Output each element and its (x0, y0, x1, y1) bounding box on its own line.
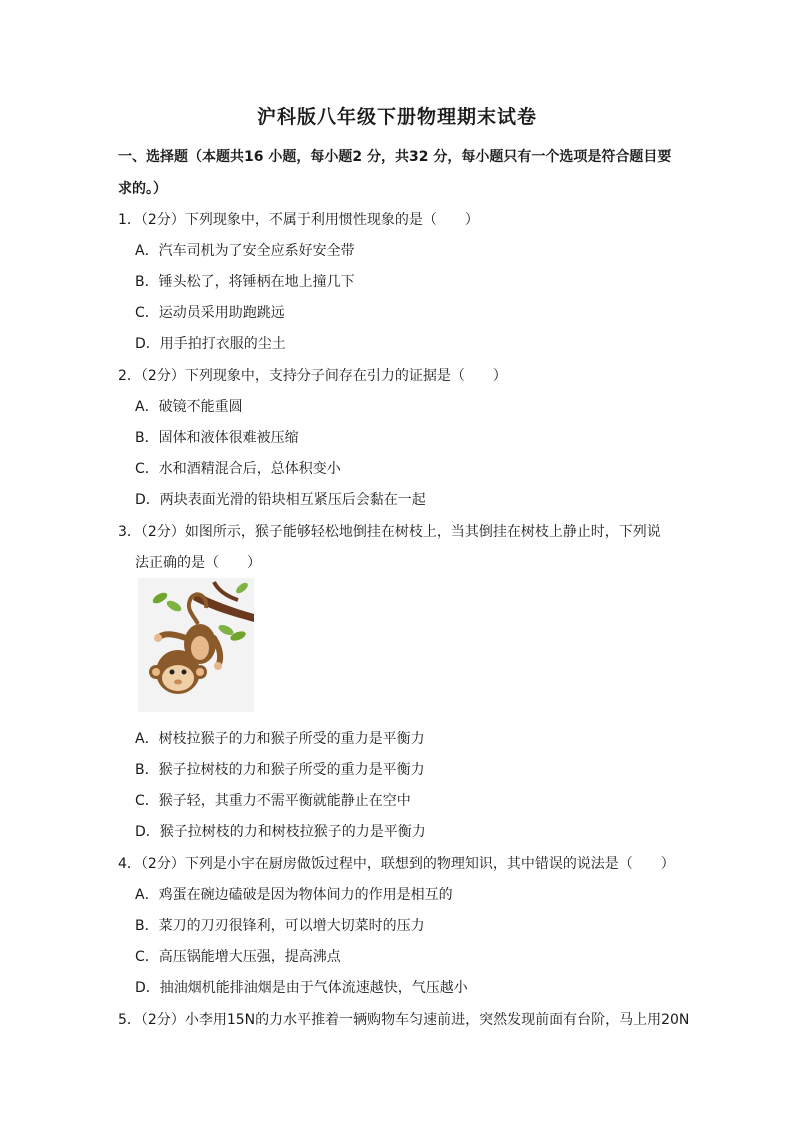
question-4-option-c: C．高压锅能增大压强，提高沸点 (135, 949, 341, 965)
question-2-option-d: D．两块表面光滑的铅块相互紧压后会黏在一起 (135, 492, 426, 508)
page-title: 沪科版八年级下册物理期末试卷 (256, 106, 537, 128)
question-2-option-c: C．水和酒精混合后，总体积变小 (135, 461, 341, 477)
question-1-option-c: C．运动员采用助跑跳远 (135, 305, 285, 321)
question-3-option-b: B．猴子拉树枝的力和猴子所受的重力是平衡力 (135, 762, 425, 778)
section-heading-line2: 求的。） (118, 181, 167, 197)
question-4-option-b: B．菜刀的刀刃很锋利，可以增大切菜时的压力 (135, 918, 425, 934)
monkey-hanging-on-branch-icon (138, 578, 254, 712)
question-1-option-b: B．锤头松了，将锤柄在地上撞几下 (135, 274, 355, 290)
section-heading-line1: 一、选择题（本题共16 小题，每小题2 分，共32 分，每小题只有一个选项是符合题目要 (118, 149, 672, 165)
question-3-stem-continued: 法正确的是（ ） (135, 555, 261, 571)
question-4-stem: 4．（2分）下列是小宇在厨房做饭过程中，联想到的物理知识，其中错误的说法是（ ） (118, 856, 675, 872)
question-3-option-a: A．树枝拉猴子的力和猴子所受的重力是平衡力 (135, 731, 425, 747)
question-1-stem: 1．（2分）下列现象中，不属于利用惯性现象的是（ ） (118, 212, 479, 228)
question-4-option-d: D．抽油烟机能排油烟是由于气体流速越快，气压越小 (135, 980, 468, 996)
question-3-option-c: C．猴子轻，其重力不需平衡就能静止在空中 (135, 793, 411, 809)
question-1-option-d: D．用手拍打衣服的尘土 (135, 336, 286, 352)
question-3-option-d: D．猴子拉树枝的力和树枝拉猴子的力是平衡力 (135, 824, 426, 840)
question-2-option-a: A．破镜不能重圆 (135, 399, 243, 415)
question-1-option-a: A．汽车司机为了安全应系好安全带 (135, 243, 355, 259)
question-2-stem: 2．（2分）下列现象中，支持分子间存在引力的证据是（ ） (118, 368, 507, 384)
question-3-stem: 3．（2分）如图所示，猴子能够轻松地倒挂在树枝上，当其倒挂在树枝上静止时，下列说 (118, 524, 661, 540)
question-5-stem: 5．（2分）小李用15N的力水平推着一辆购物车匀速前进，突然发现前面有台阶，马上用20N (118, 1012, 690, 1028)
question-4-option-a: A．鸡蛋在碗边磕破是因为物体间力的作用是相互的 (135, 887, 453, 903)
question-2-option-b: B．固体和液体很难被压缩 (135, 430, 299, 446)
